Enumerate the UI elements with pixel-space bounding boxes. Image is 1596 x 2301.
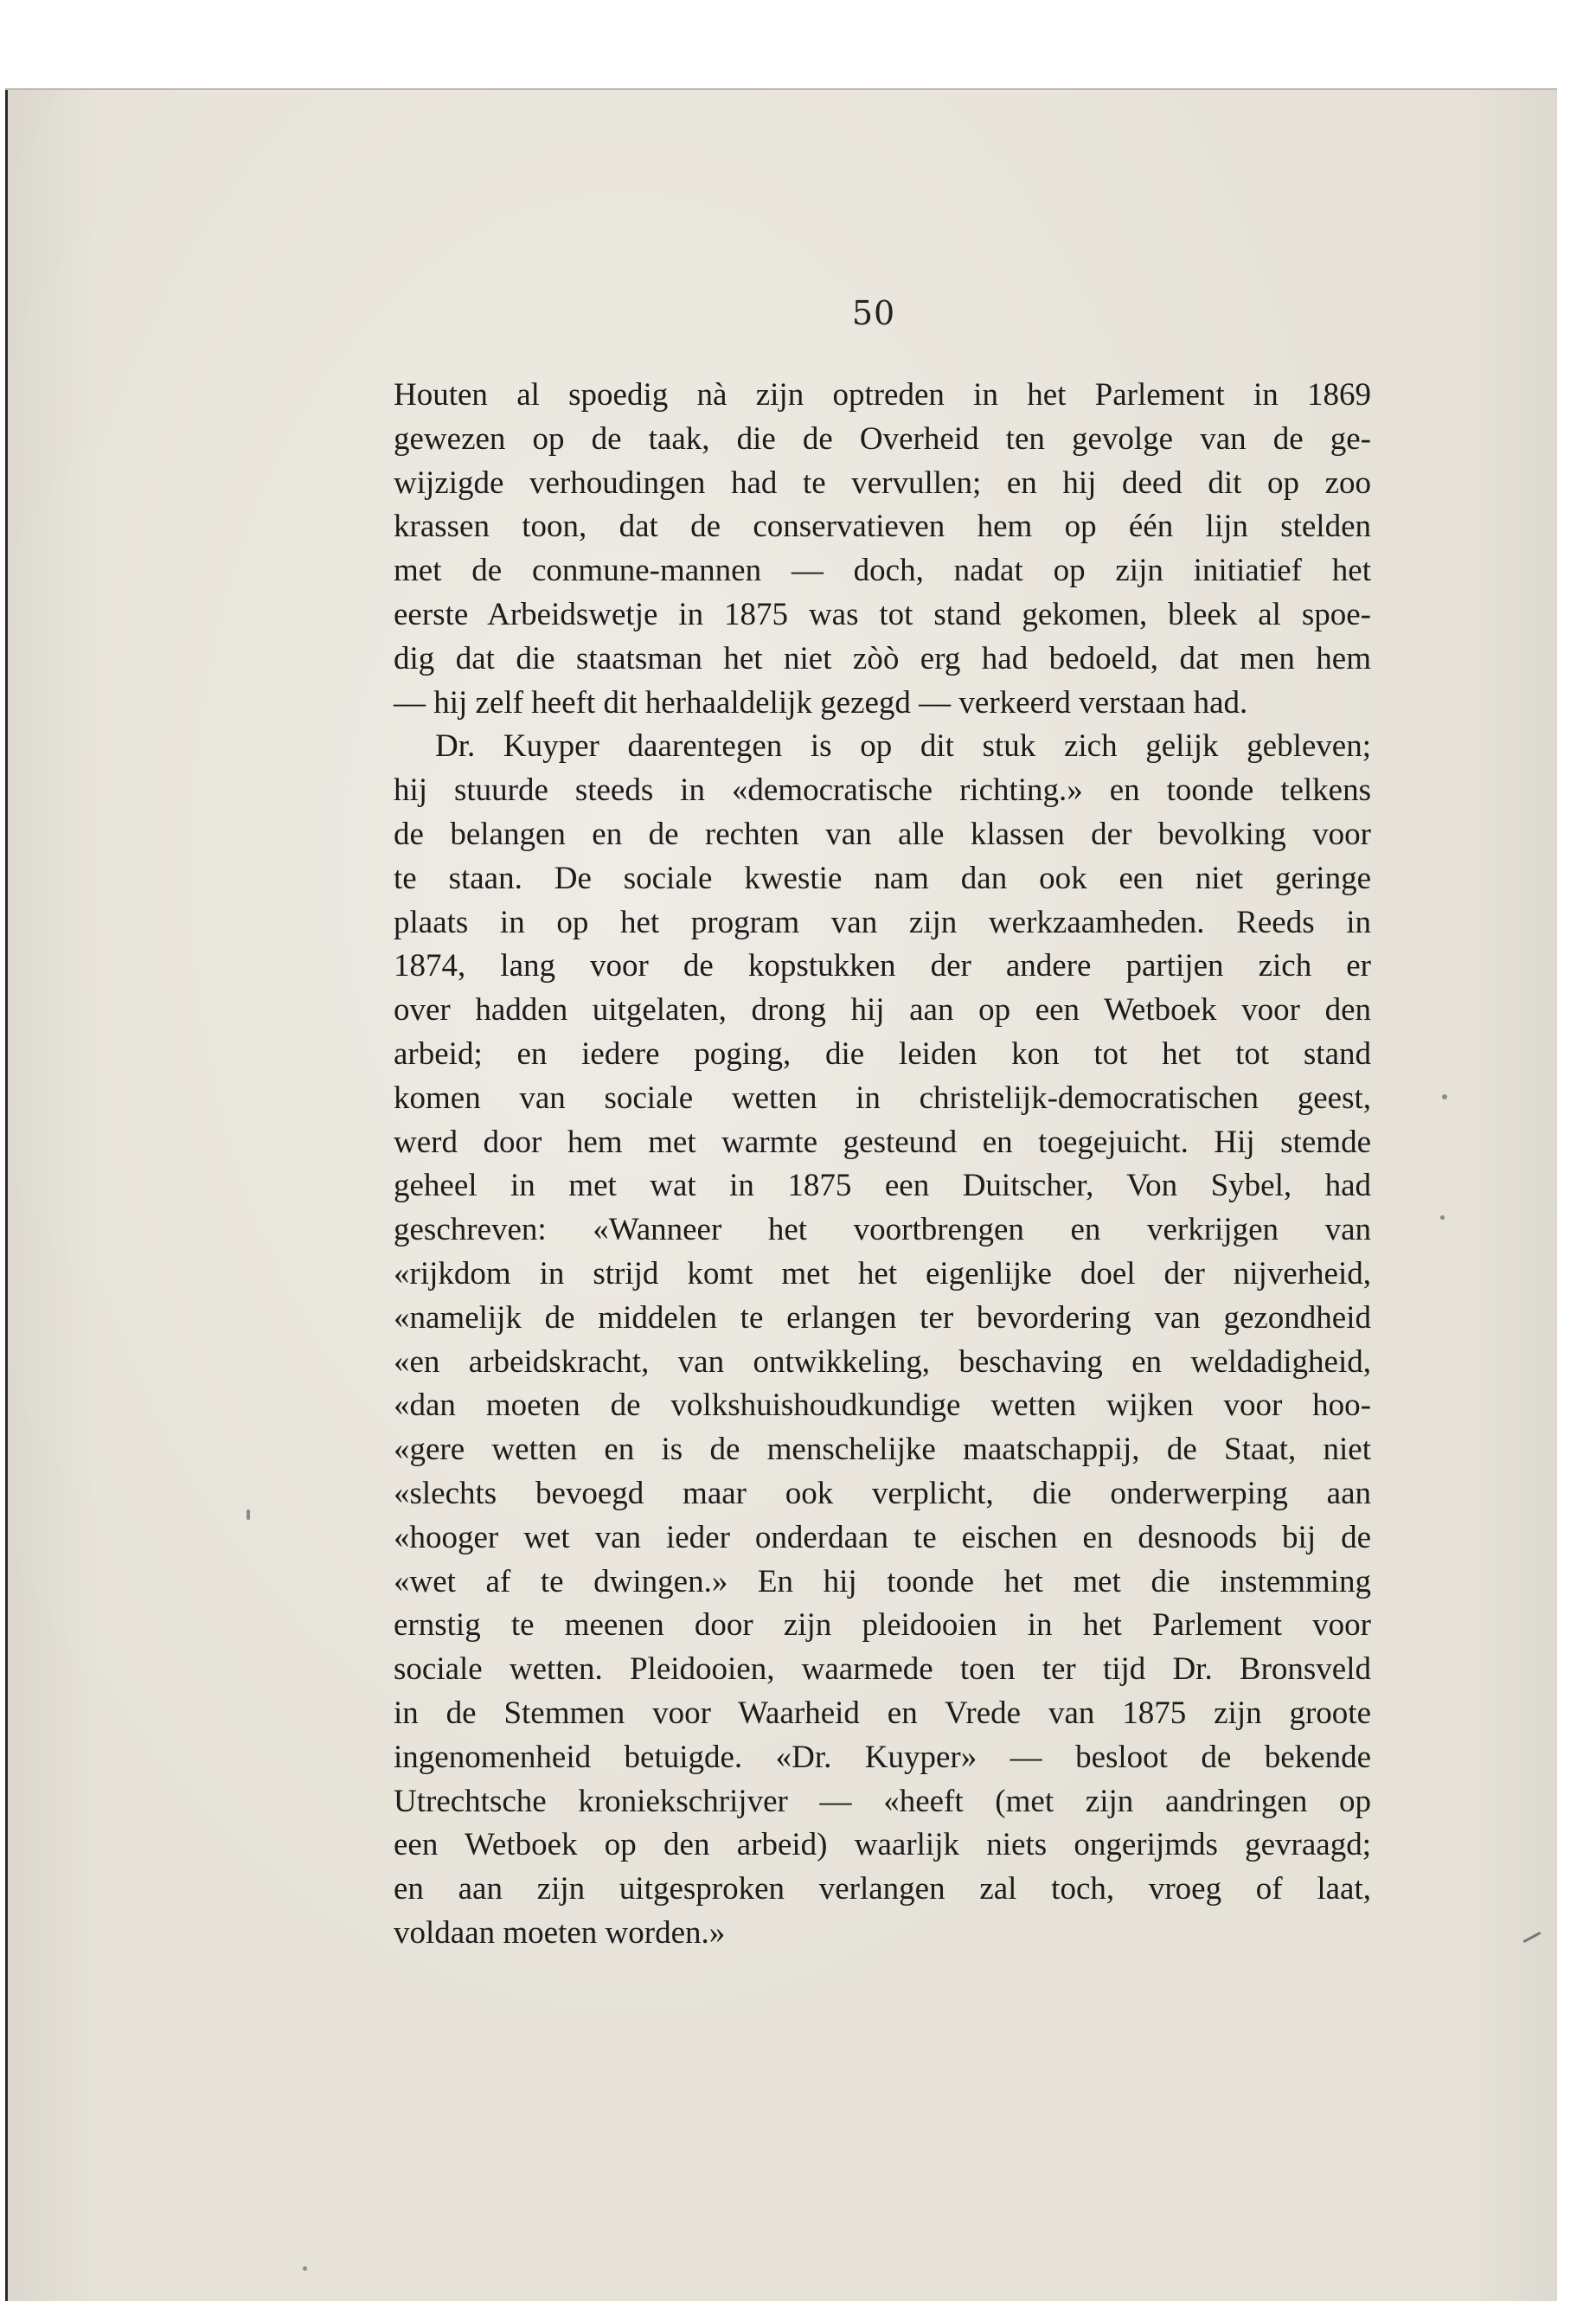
- text-line: sociale wetten. Pleidooien, waarmede toen ter tijd Dr. Bronsveld: [394, 1651, 1371, 1688]
- page-left-edge: [5, 90, 8, 2301]
- text-line: geheel in met wat in 1875 een Duitscher, Von Sybel, had: [394, 1168, 1371, 1204]
- text-line: gewezen op de taak, die de Overheid ten gevolge van de ge-: [394, 420, 1371, 457]
- text-line: de belangen en de rechten van alle klassen der bevolking voor: [394, 816, 1371, 852]
- text-line: «en arbeidskracht, van ontwikkeling, beschaving en weldadigheid,: [394, 1343, 1371, 1380]
- text-line: in de Stemmen voor Waarheid en Vrede van 1875 zijn groote: [394, 1695, 1371, 1731]
- text-line: voldaan moeten worden.»: [394, 1914, 726, 1951]
- text-line: en aan zijn uitgesproken verlangen zal toch, vroeg of laat,: [394, 1871, 1371, 1907]
- text-line: ernstig te meenen door zijn pleidooien in het Parlement voor: [394, 1607, 1371, 1644]
- paper-speck: [1442, 1094, 1447, 1099]
- page-number: 50: [851, 294, 896, 332]
- text-line: «slechts bevoegd maar ook verplicht, die onderwerping aan: [394, 1475, 1371, 1511]
- text-line: 1874, lang voor de kopstukken der andere partijen zich er: [394, 948, 1371, 984]
- text-line: arbeid; en iedere poging, die leiden kon tot het tot stand: [394, 1035, 1371, 1072]
- text-line: Houten al spoedig nà zijn optreden in het Parlement in 1869: [394, 377, 1371, 413]
- text-line: ingenomenheid betuigde. «Dr. Kuyper» — besloot de bekende: [394, 1739, 1371, 1775]
- text-line: plaats in op het program van zijn werkzaamheden. Reeds in: [394, 904, 1371, 940]
- text-line: geschreven: «Wanneer het voortbrengen en verkrijgen van: [394, 1212, 1371, 1248]
- text-line: hij stuurde steeds in «democratische richting.» en toonde telkens: [394, 772, 1371, 809]
- text-line: Dr. Kuyper daarentegen is op dit stuk zich gelijk gebleven;: [435, 728, 1371, 765]
- text-line: «rijkdom in strijd komt met het eigenlijke doel der nijverheid,: [394, 1255, 1371, 1292]
- paper-speck: [1440, 1215, 1445, 1220]
- text-line: over hadden uitgelaten, drong hij aan op een Wetboek voor den: [394, 992, 1371, 1029]
- text-line: te staan. De sociale kwestie nam dan ook een niet geringe: [394, 860, 1371, 896]
- text-line: «namelijk de middelen te erlangen ter bevordering van gezondheid: [394, 1299, 1371, 1336]
- text-line: dig dat die staatsman het niet zòò erg had bedoeld, dat men hem: [394, 640, 1371, 676]
- paper-speck: [303, 2266, 307, 2271]
- page-top-edge: [5, 88, 1557, 90]
- text-line: eerste Arbeidswetje in 1875 was tot stand gekomen, bleek al spoe-: [394, 596, 1371, 632]
- body-text: [394, 374, 1371, 1956]
- text-line: komen van sociale wetten in christelijk-democratischen geest,: [394, 1080, 1371, 1116]
- text-line: «gere wetten en is de menschelijke maatschappij, de Staat, niet: [394, 1432, 1371, 1468]
- text-line: «dan moeten de volkshuishoudkundige wetten wijken voor hoo-: [394, 1388, 1371, 1424]
- text-line: wijzigde verhoudingen had te vervullen; en hij deed dit op zoo: [394, 465, 1371, 501]
- text-line: een Wetboek op den arbeid) waarlijk niets ongerijmds gevraagd;: [394, 1827, 1371, 1863]
- text-line: «hooger wet van ieder onderdaan te eischen en desnoods bij de: [394, 1519, 1371, 1555]
- text-line: krassen toon, dat de conservatieven hem op één lijn stelden: [394, 509, 1371, 545]
- text-line: Utrechtsche kroniekschrijver — «heeft (met zijn aandringen op: [394, 1783, 1371, 1819]
- text-line: werd door hem met warmte gesteund en toegejuicht. Hij stemde: [394, 1124, 1371, 1160]
- text-line: «wet af te dwingen.» En hij toonde het met die instemming: [394, 1563, 1371, 1599]
- text-line: met de conmune-mannen — doch, nadat op zijn initiatief het: [394, 553, 1371, 589]
- paper-speck: [247, 1509, 250, 1520]
- text-line: — hij zelf heeft dit herhaaldelijk gezegd — verkeerd verstaan had.: [394, 684, 1248, 721]
